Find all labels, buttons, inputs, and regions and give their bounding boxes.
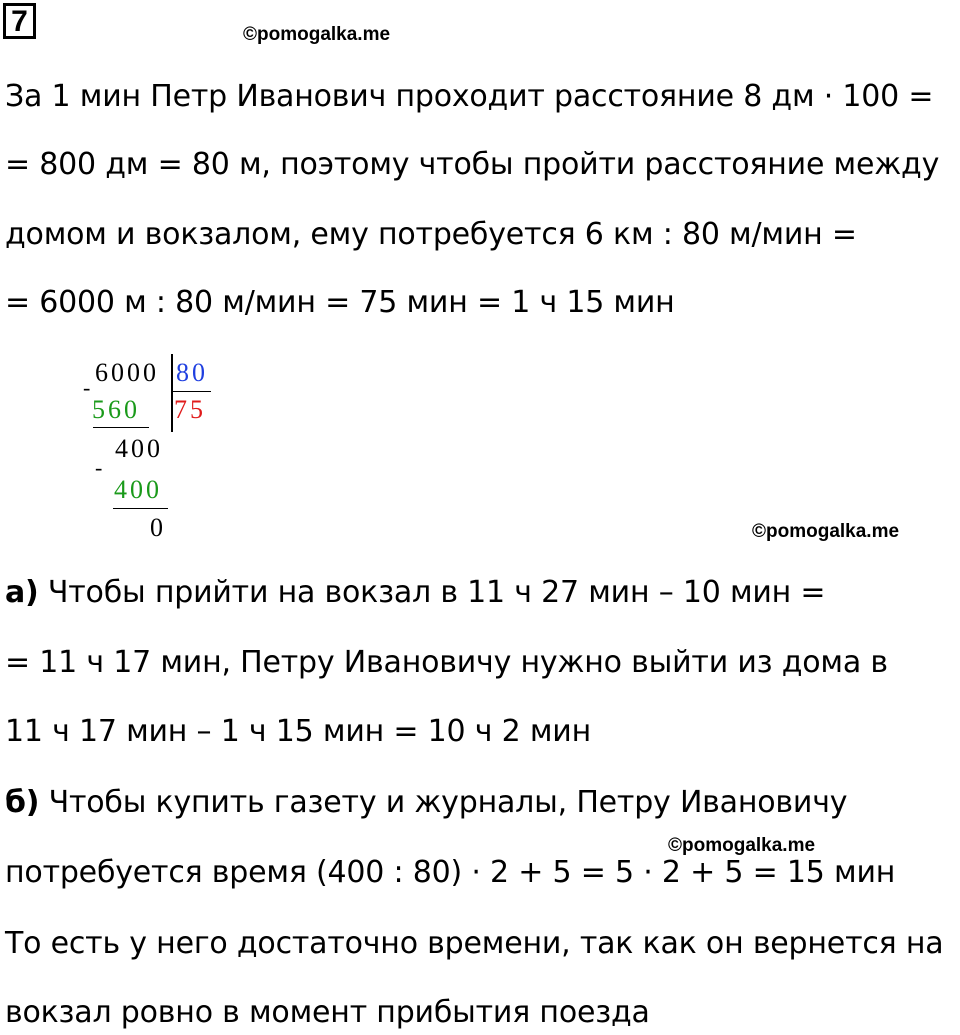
part-a-line-3: 11 ч 17 мин – 1 ч 15 мин = 10 ч 2 мин (5, 714, 591, 749)
long-division (80, 352, 240, 542)
divisor-underline (171, 391, 211, 392)
watermark: ©pomogalka.me (668, 835, 816, 856)
step2-underline (113, 508, 168, 509)
part-a-line-1 (5, 575, 825, 611)
division-vertical-bar (171, 354, 173, 432)
solution-line-3: домом и вокзалом, ему потребуется 6 км : 80 м/мин = (5, 217, 857, 252)
quotient: 75 (174, 395, 206, 424)
watermark: ©pomogalka.me (243, 24, 391, 45)
final-remainder: 0 (150, 513, 166, 542)
part-b-label: б) (5, 785, 40, 820)
task-number-box: 7 (3, 3, 36, 39)
part-b-text: Чтобы купить газету и журналы, Петру Ивановичу (48, 785, 848, 820)
part-a-line-2: = 11 ч 17 мин, Петру Ивановичу нужно выйти из дома в (5, 645, 888, 680)
solution-line-4: = 6000 м : 80 м/мин = 75 мин = 1 ч 15 мин (5, 285, 675, 320)
divisor: 80 (176, 358, 208, 387)
solution-line-2: = 800 дм = 80 м, поэтому чтобы пройти расстояние между (5, 147, 940, 182)
part-a-label: а) (5, 575, 39, 610)
part-b-line-2: потребуется время (400 : 80) · 2 + 5 = 5 · 2 + 5 = 15 мин (5, 855, 896, 890)
watermark: ©pomogalka.me (752, 521, 900, 542)
part-b-line-3: То есть у него достаточно времени, так как он вернется на (5, 926, 944, 961)
dividend: 6000 (95, 358, 159, 387)
part-a-text: Чтобы прийти на вокзал в 11 ч 27 мин – 10 мин = (47, 575, 826, 610)
part-b-line-4: вокзал ровно в момент прибытия поезда (5, 995, 650, 1030)
solution-line-1: За 1 мин Петр Иванович проходит расстояние 8 дм · 100 = (5, 79, 934, 114)
step1-remainder: 400 (115, 434, 163, 463)
step1-subtract: 560 (92, 395, 140, 424)
minus-sign: - (83, 375, 94, 400)
minus-sign-2: - (95, 455, 106, 480)
part-b-line-1 (5, 785, 847, 821)
step1-underline (93, 427, 149, 428)
step2-subtract: 400 (114, 475, 162, 504)
